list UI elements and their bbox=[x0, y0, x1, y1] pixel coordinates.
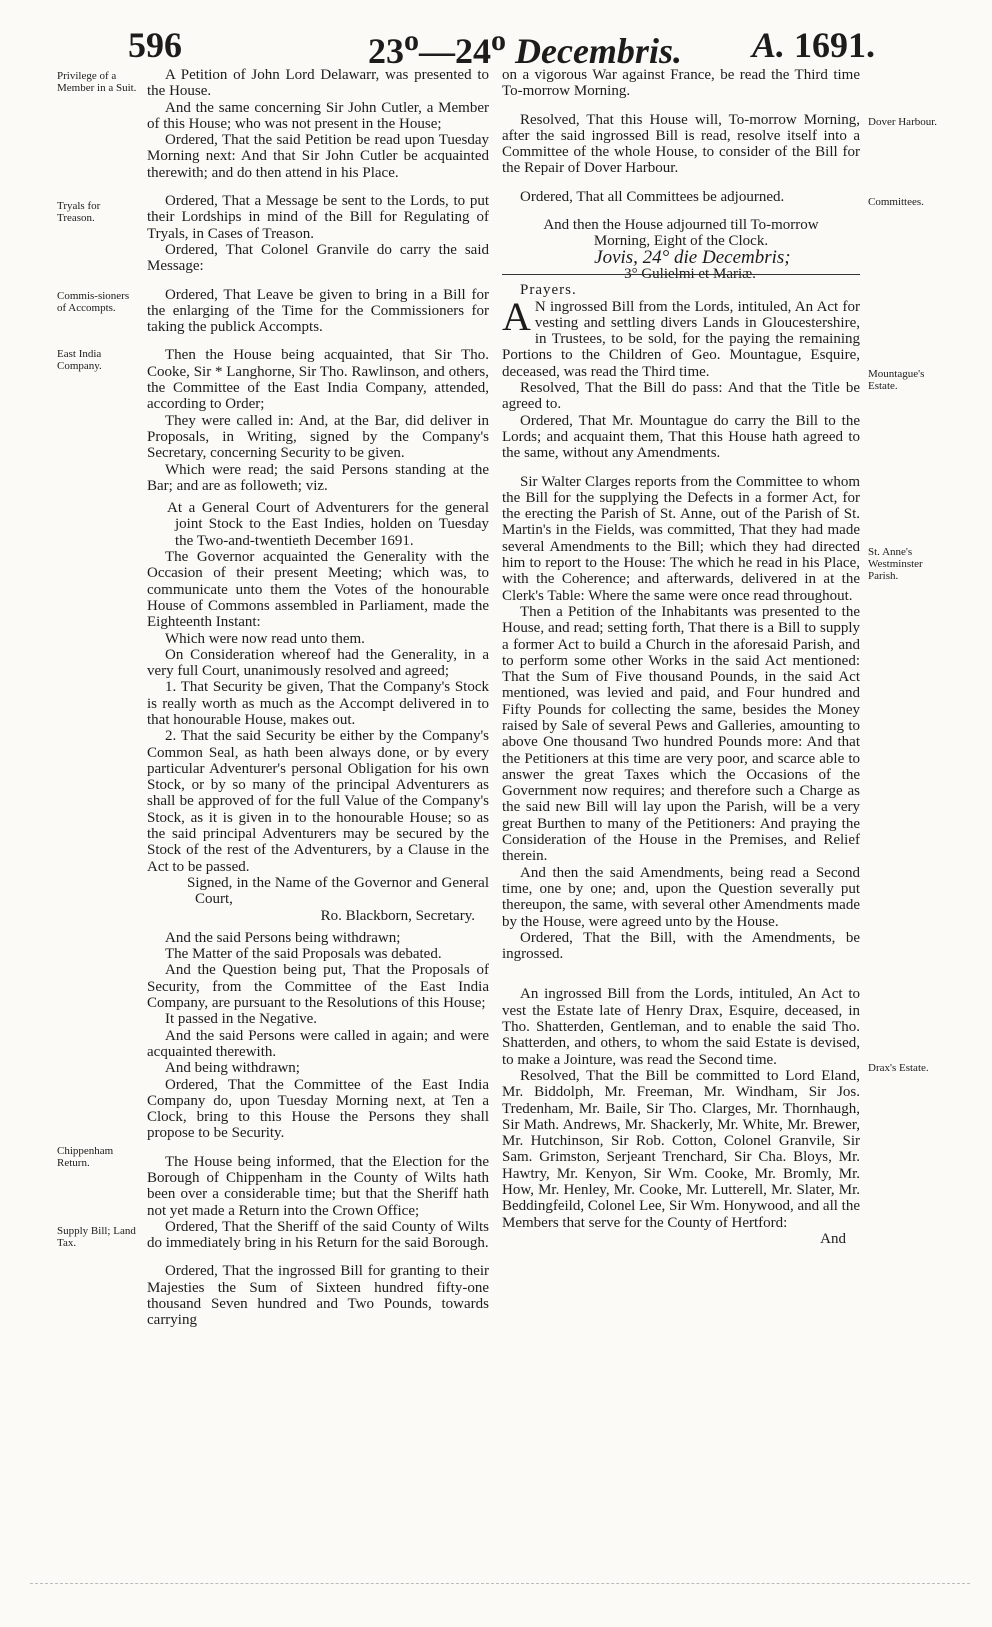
paragraph: Ordered, That the Committee of the East India Company do, upon Tuesday Morning next, at Ten a Clock, bring to this House the Persons they shall propose to be Security. bbox=[147, 1076, 489, 1142]
paragraph: Ordered, That all Committees be adjourned. bbox=[520, 188, 785, 205]
drop-cap: A bbox=[502, 293, 531, 339]
signature: Ro. Blackborn, Secretary. bbox=[320, 907, 475, 924]
margin-note: Supply Bill; Land Tax. bbox=[57, 1225, 136, 1249]
paragraph: Then the House being acquainted, that Sir Tho. Cooke, Sir * Langhorne, Sir Tho. Rawlinson, and others, the Committee of the East India Company, attended, according to Order; bbox=[147, 347, 489, 413]
margin-note: Committees. bbox=[868, 196, 924, 208]
paragraph: Ordered, That the Sheriff of the said County of Wilts do immediately bring in his Return for the said Borough. bbox=[147, 1218, 489, 1252]
paragraph: And the Question being put, That the Proposals of Security, from the Committee of the East India Company, are pursuant to the Resolutions of this House; bbox=[147, 962, 489, 1012]
paragraph: They were called in: And, at the Bar, did deliver in Proposals, in Writing, signed by the Company's Secretary, concerning Security to be given. bbox=[147, 412, 489, 462]
paragraph: on a vigorous War against France, be read the Third time To-morrow Morning. bbox=[502, 67, 860, 100]
page-year: A. 1691. bbox=[752, 25, 876, 65]
page-bottom-rule bbox=[30, 1583, 970, 1584]
paragraph: A Petition of John Lord Delawarr, was presented to the House. bbox=[147, 67, 489, 100]
paragraph: A N ingrossed Bill from the Lords, intituled, An Act for vesting and settling divers Lands in Gloucestershire, in Trustees, to be sold, for the paying the remaining Portions to the Children of Geo. Mountague, Esquire, deceased, was read the Third time. bbox=[502, 293, 860, 380]
paragraph: The Governor acquainted the Generality with the Occasion of their present Meeting; which was, to communicate unto them the Votes of the honourable House of Commons assembled in Parliament, made the Eighteenth Instant: bbox=[147, 549, 489, 631]
day-title: Jovis, 24° die Decembris; bbox=[594, 246, 791, 268]
paragraph: It passed in the Negative. bbox=[165, 1011, 318, 1028]
paragraph: At a General Court of Adventurers for the general joint Stock to the East Indies, holden on Tuesday the Two-and-twentieth December 1691. bbox=[167, 500, 489, 549]
paragraph: And the said Persons being withdrawn; bbox=[165, 929, 401, 946]
day-subtitle: 3° Gulielmi et Mariæ. bbox=[624, 265, 756, 282]
paragraph: The House being informed, that the Election for the Borough of Chippenham in the County of Wilts hath been over a considerable time; but that the Sheriff hath not yet made a Return into the Crown Office; bbox=[147, 1153, 489, 1219]
margin-note: East India Company. bbox=[57, 348, 102, 372]
paragraph: And the same concerning Sir John Cutler, a Member of this House; who was not present in the House; bbox=[147, 99, 489, 132]
paragraph: Then a Petition of the Inhabitants was presented to the House, and read; setting forth, That there is a Bill to supply a former Act to build a Church in the aforesaid Parish, and to perform some other Works in the said Act mentioned: That the Sum of Five thousand Pounds, in the said Act mentioned, was levied and paid, and Four hundred and Fifty Pounds for collecting the same, besides the Money raised by Sale of several Pews and Galleries, amounting to above One thousand Two hundred Pounds more: And that the Petitioners at this time are very poor, and scarce able to answer the great Taxes which the Occasions of the Government now requires; and therefore such a Charge as the said new Bill will lay upon the Parish, will be a very great Burthen to many of the Petitioners: And praying the Consideration of the House in the Premises, and Relief therein. bbox=[502, 603, 860, 865]
section-divider bbox=[502, 274, 860, 275]
paragraph: On Consideration whereof had the Generality, in a very full Court, unanimously resolved and agreed; bbox=[147, 646, 489, 680]
paragraph: Ordered, That a Message be sent to the Lords, to put their Lordships in mind of the Bill for Regulating of Tryals, in Cases of Treason. bbox=[147, 193, 489, 242]
paragraph: Resolved, That the Bill do pass: And that the Title be agreed to. bbox=[502, 380, 860, 413]
paragraph: Ordered, That Leave be given to bring in a Bill for the enlarging of the Time for the Commissioners for taking the publick Accompts. bbox=[147, 286, 489, 336]
margin-note: Tryals for Treason. bbox=[57, 200, 101, 224]
page-number: 596 bbox=[128, 25, 182, 65]
margin-note: St. Anne's Westminster Parish. bbox=[868, 546, 923, 582]
paragraph: And being withdrawn; bbox=[165, 1060, 300, 1077]
paragraph: An ingrossed Bill from the Lords, intituled, An Act to vest the Estate late of Henry Drax, Esquire, deceased, in Tho. Shatterden, Gentleman, and to enable the said Tho. Shatterden, and others, to whom the said Estate is devised, to make a Jointure, was read the Second time. bbox=[502, 986, 860, 1068]
paragraph: Resolved, That the Bill be committed to Lord Eland, Mr. Biddolph, Mr. Freeman, Mr. Windham, Sir Jos. Tredenham, Mr. Baile, Sir Tho. Clarges, Mr. Thornhaugh, Sir Math. Andrews, Mr. Shackerly, Mr. White, Mr. Brewer, Mr. Hutchinson, Sir Rob. Cotton, Colonel Granvile, Sir Sam. Grimston, Serjeant Trenchard, Sir Cha. Bloys, Mr. Hawtry, Mr. Kenyon, Sir Wm. Cooke, Mr. Bromly, Mr. How, Mr. Henley, Mr. Cooke, Mr. Lutterell, Mr. Slater, Mr. Beddingfeild, Colonel Lee, Sir Wm. Honywood, and all the Members that serve for the County of Hertford: bbox=[502, 1067, 860, 1231]
adjournment: And then the House adjourned till To-morrow Morning, Eight of the Clock. bbox=[543, 217, 819, 250]
catchword: And bbox=[820, 1230, 846, 1247]
margin-note: Drax's Estate. bbox=[868, 1062, 929, 1074]
paragraph: Sir Walter Clarges reports from the Committee to whom the Bill for the supplying the Defects in a former Act, for the erecting the Parish of St. Anne, out of the Parish of St. Martin's in the Fields, was committed, That they had made several Amendments to the Bill; which they had directed him to report to the House: The which he read in his Place, with the Coherence; and afterwards, delivered in at the Clerk's Table: Where the same were once read throughout. bbox=[502, 473, 860, 604]
paragraph: Which were now read unto them. bbox=[165, 630, 365, 647]
margin-note: Commis-sioners of Accompts. bbox=[57, 290, 130, 314]
paragraph: Ordered, That the Bill, with the Amendments, be ingrossed. bbox=[502, 929, 860, 963]
page-date: 23$^o$—24$^o$ Decembris. bbox=[368, 24, 682, 71]
paragraph: Ordered, That the said Petition be read upon Tuesday Morning next: And that Sir John Cutler be acquainted therewith; and do then attend in his Place. bbox=[147, 132, 489, 181]
paragraph: 2. That the said Security be either by the Company's Common Seal, as hath been always done, or by every particular Adventurer's personal Obligation for his own Stock, or by so many of the principal Adventurers as shall be approved of for the full Value of the Company's Stock, as it is given in to the honourable House; so as the said principal Adventurers may be secured by the Stock of the rest of the Adventurers, by a Clause in the Act to be passed. bbox=[147, 728, 489, 875]
paragraph: 1. That Security be given, That the Company's Stock is really worth as much as the Accompt delivered in to that honourable House, makes out. bbox=[147, 679, 489, 728]
signature-line: Signed, in the Name of the Governor and General Court, bbox=[187, 874, 489, 908]
paragraph: Ordered, That Mr. Mountague do carry the Bill to the Lords; and acquaint them, That this House hath agreed to the same, without any Amendments. bbox=[502, 412, 860, 462]
prayers-heading: Prayers. bbox=[520, 282, 577, 299]
paragraph: Ordered, That the ingrossed Bill for granting to their Majesties the Sum of Sixteen hundred fifty-one thousand Seven hundred and Two Pounds, towards carrying bbox=[147, 1263, 489, 1329]
page-header bbox=[0, 18, 992, 71]
left-column bbox=[147, 67, 489, 1329]
right-column bbox=[502, 67, 860, 1247]
margin-note: Privilege of a Member in a Suit. bbox=[57, 70, 137, 94]
paragraph: Which were read; the said Persons standing at the Bar; and are as followeth; viz. bbox=[147, 461, 489, 494]
margin-note: Dover Harbour. bbox=[868, 116, 938, 128]
margin-note: Chippenham Return. bbox=[57, 1145, 114, 1169]
paragraph: The Matter of the said Proposals was debated. bbox=[165, 946, 442, 963]
paragraph: Resolved, That this House will, To-morrow Morning, after the said ingrossed Bill is read, resolve itself into a Committee of the whole House, to consider of the Bill for the Repair of Dover Harbour. bbox=[502, 111, 860, 177]
paragraph: Ordered, That Colonel Granvile do carry the said Message: bbox=[147, 241, 489, 275]
paragraph: And the said Persons were called in again; and were acquainted therewith. bbox=[147, 1027, 489, 1060]
paragraph: And then the said Amendments, being read a Second time, one by one; and, upon the Question severally put thereupon, the same, with several other Amendments made by the House, were agreed unto by the House. bbox=[502, 864, 860, 930]
margin-note: Mountague's Estate. bbox=[868, 368, 925, 392]
